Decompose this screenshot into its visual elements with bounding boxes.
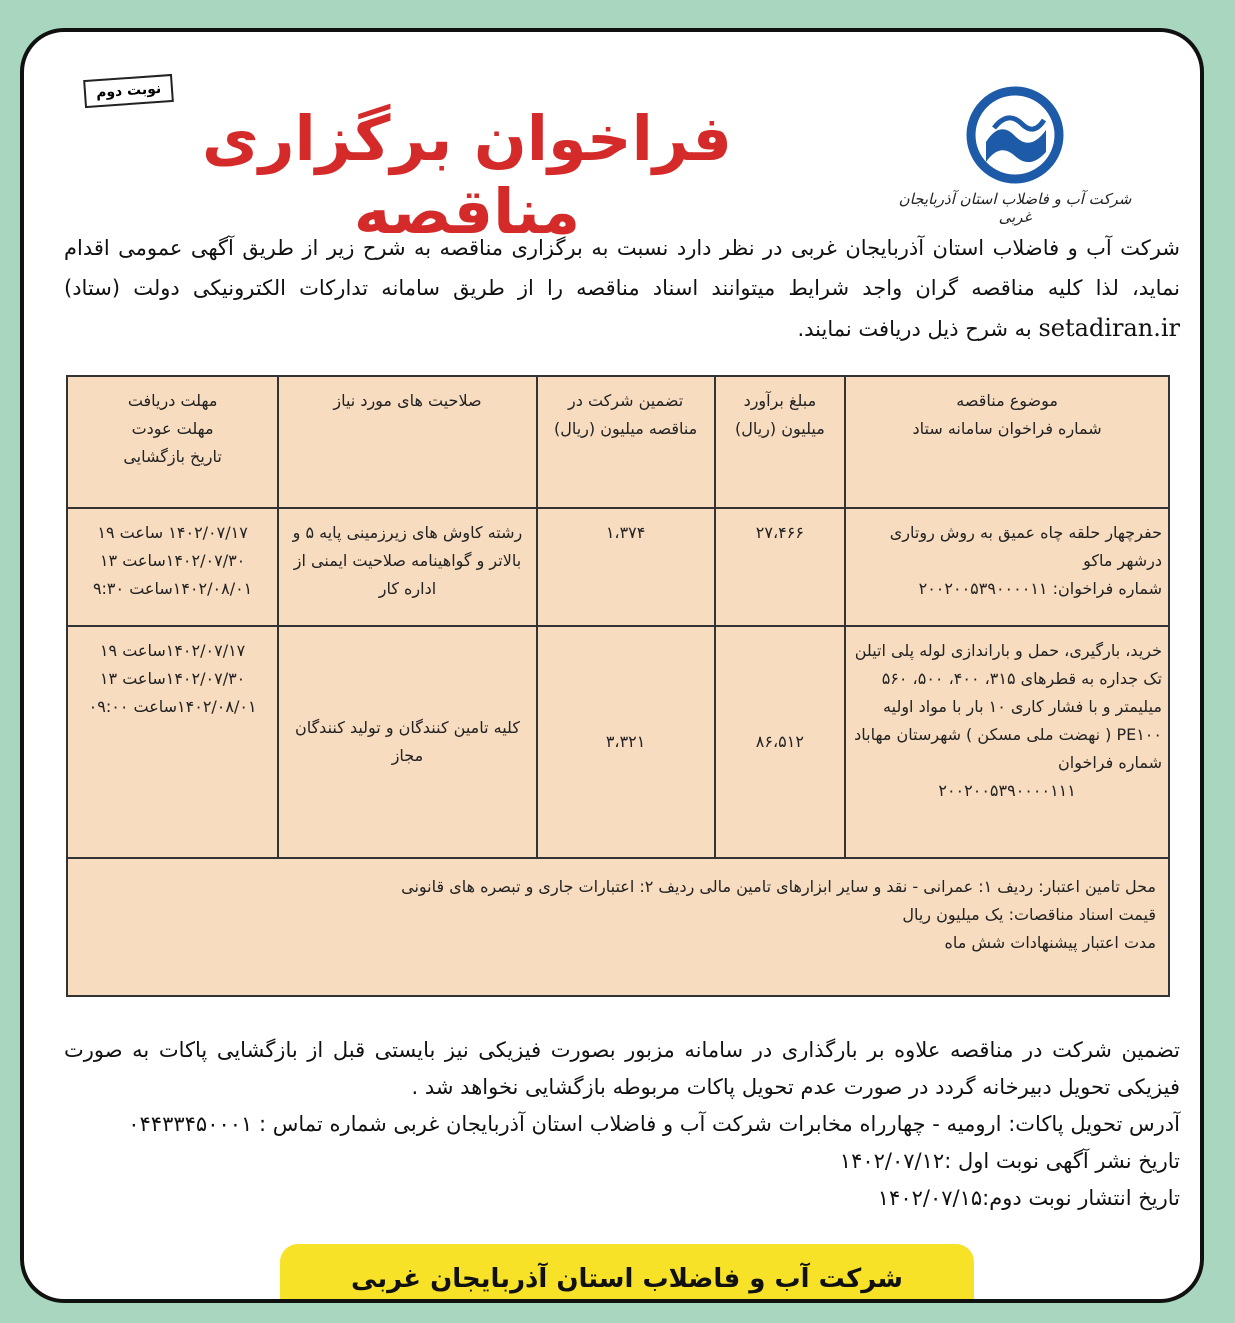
row1-date-opening: ۱۴۰۲/۰۸/۰۱ساعت ۹:۳۰ [92, 579, 253, 598]
table-header-row [67, 376, 1169, 508]
row1-qualifications: رشته کاوش های زیرزمینی پایه ۵ و بالاتر و گواهینامه صلاحیت ایمنی از اداره کار [278, 508, 537, 626]
footer-notes [64, 1032, 1180, 1217]
header-deadlines [67, 376, 278, 508]
table-row [67, 626, 1169, 858]
header-estimate: مبلغ برآورد میلیون (ریال) [715, 376, 846, 508]
intro-paragraph [64, 228, 1180, 349]
delivery-address: آدرس تحویل پاکات: ارومیه - چهارراه مخابرات شرکت آب و فاضلاب استان آذربایجان غربی شماره تماس : ۰۴۴۳۳۴۵۰۰۰۱ [128, 1112, 1180, 1136]
water-drop-logo-icon [960, 80, 1070, 190]
row2-subject [845, 626, 1169, 858]
funding-note: محل تامین اعتبار: ردیف ۱: عمرانی - نقد و سایر ابزارهای تامین مالی ردیف ۲: اعتبارات جاری و تبصره های قانونی [401, 877, 1156, 896]
row1-subject [845, 508, 1169, 626]
header-subject-sub-label: شماره فراخوان سامانه ستاد [912, 419, 1102, 438]
row2-estimate: ۸۶،۵۱۲ [715, 626, 846, 858]
row2-qualifications: کلیه تامین کنندگان و تولید کنندگان مجاز [278, 626, 537, 858]
header-subject-label: موضوع مناقصه [956, 391, 1058, 410]
row2-date-receive: ۱۴۰۲/۰۷/۱۷ساعت ۱۹ [99, 641, 246, 660]
second-publication-badge: نوبت دوم [83, 74, 174, 108]
validity-note: مدت اعتبار پیشنهادات شش ماه [944, 933, 1156, 952]
company-banner: شرکت آب و فاضلاب استان آذربایجان غربی [280, 1244, 974, 1303]
row1-date-return: ۱۴۰۲/۰۷/۳۰ساعت ۱۳ [99, 551, 246, 570]
row2-subject-text: خرید، بارگیری، حمل و باراندازی لوله پلی اتیلن تک جداره به قطرهای ۳۱۵، ۴۰۰، ۵۰۰، ۵۶۰ میلیمتر و با فشار کاری ۱۰ بار با مواد اولیه PE۱۰۰ ( نهضت ملی مسکن ) شهرستان مهاباد شماره فراخوان [854, 641, 1162, 772]
logo-caption: شرکت آب و فاضلاب استان آذربایجان غربی [898, 190, 1132, 226]
first-publish-date: تاریخ نشر آگهی نوبت اول :۱۴۰۲/۰۷/۱۲ [839, 1149, 1180, 1173]
website-link[interactable]: setadiran.ir [1038, 314, 1180, 342]
header-qualifications: صلاحیت های مورد نیاز [278, 376, 537, 508]
header-opening-date: تاریخ بازگشایی [123, 447, 222, 466]
guarantee-note: تضمین شرکت در مناقصه علاوه بر بارگذاری در سامانه مزبور بصورت فیزیکی نیز بایستی قبل از بازگشایی پاکات به صورت فیزیکی تحویل دبیرخانه گردد در صورت عدم تحویل پاکات مربوطه بازگشایی نخواهد شد . [64, 1038, 1180, 1099]
page-title: فراخوان برگزاری مناقصه [202, 102, 732, 248]
notes-row [67, 858, 1169, 996]
company-logo [890, 80, 1140, 226]
row1-subject-text: حفرچهار حلقه چاه عمیق به روش روتاری درشهر ماکو [889, 523, 1162, 570]
document-price-note: قیمت اسناد مناقصات: یک میلیون ریال [902, 905, 1156, 924]
row1-estimate: ۲۷،۴۶۶ [715, 508, 846, 626]
row2-dates [67, 626, 278, 858]
announcement-card [20, 28, 1204, 1303]
header-guarantee: تضمین شرکت در مناقصه میلیون (ریال) [537, 376, 715, 508]
table-row [67, 508, 1169, 626]
notes-cell [67, 858, 1169, 996]
row1-date-receive: ۱۴۰۲/۰۷/۱۷ ساعت ۱۹ [97, 523, 248, 542]
tenders-table [66, 375, 1170, 997]
row2-number: ۲۰۰۲۰۰۵۳۹۰۰۰۰۱۱۱ [938, 781, 1076, 800]
row1-dates [67, 508, 278, 626]
header-deadline-return: مهلت عودت [131, 419, 214, 438]
intro-text: شرکت آب و فاضلاب استان آذربایجان غربی در نظر دارد نسبت به برگزاری مناقصه به شرح زیر از طریق آگهی عمومی اقدام نماید، لذا کلیه مناقصه گران واجد شرایط میتوانند اسناد مناقصه را از طریق سامانه تدارکات الکترونیکی دولت (ستاد) [64, 236, 1180, 300]
second-publish-date: تاریخ انتشار نوبت دوم:۱۴۰۲/۰۷/۱۵ [877, 1186, 1180, 1210]
row1-guarantee: ۱،۳۷۴ [537, 508, 715, 626]
intro-tail: به شرح ذیل دریافت نمایند. [797, 317, 1032, 341]
row1-number: شماره فراخوان: ۲۰۰۲۰۰۵۳۹۰۰۰۰۱۱ [918, 579, 1162, 598]
row2-guarantee: ۳،۳۲۱ [537, 626, 715, 858]
row2-date-return: ۱۴۰۲/۰۷/۳۰ساعت ۱۳ [99, 669, 246, 688]
row2-date-opening: ۱۴۰۲/۰۸/۰۱ساعت ۰۹:۰۰ [88, 697, 257, 716]
header-deadline-receive: مهلت دریافت [127, 391, 218, 410]
header-subject [845, 376, 1169, 508]
